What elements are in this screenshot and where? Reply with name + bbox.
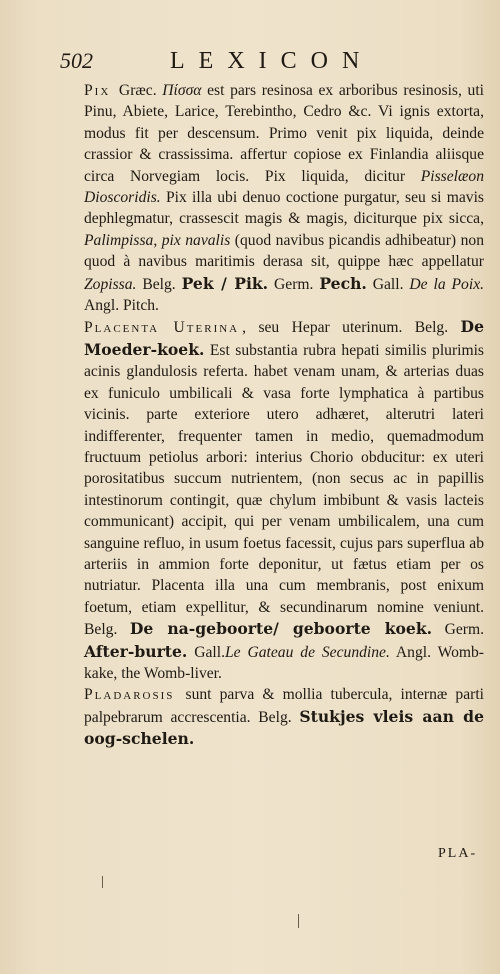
entry-text: Angl. Pitch. (84, 297, 159, 315)
dutch-term: Pek / Pik. (181, 273, 269, 293)
entry-pladarosis (84, 684, 484, 750)
entry-text: Græc. (113, 82, 163, 99)
dutch-term: De Moeder-koek. (84, 317, 484, 359)
page-header (60, 48, 472, 76)
entry-text: (quod navibus picandis adhibeatur) non quod à navibus maritimis derasa sit, quippe hæc appellatur (84, 231, 484, 271)
entry-text: Germ. (268, 275, 320, 293)
headword: Pix (84, 82, 111, 99)
lexicon-text (84, 80, 484, 751)
entry-text: Pix illa ubi denuo coctione purgatur, seu si mavis dephlegmatur, crassescit magis & magis, diciturque pix sicca, (84, 189, 484, 228)
italic-term: Palimpissa (84, 231, 154, 249)
entry-text: Germ. (432, 621, 484, 639)
entry-text: est pars resinosa ex arboribus resinosis, uti Pinu, Abiete, Larice, Terebintho, Cedro &c. Vi ignis extorta, modus fit per descensum. Primo venit pix liquida, deinde crassior & crassissima. affertur copiose ex Finlandia aliisque circa Norvegiam locis. Pix liquida, dicitur (84, 82, 484, 185)
entry-pix (84, 80, 484, 316)
headword: Pladarosis (84, 686, 175, 704)
french-term: Le Gateau de Secundine. (225, 643, 390, 661)
running-head: LEXICON (170, 48, 374, 74)
entry-text: Angl. Womb-kake, the Womb-liver. (84, 643, 484, 682)
german-term: After-burte. (84, 641, 188, 661)
entry-text: Gall. (187, 643, 225, 661)
italic-term: Zopissa. (84, 275, 137, 293)
entry-text: , (153, 231, 162, 249)
entry-text: , seu Hepar uterinum. Belg. (242, 319, 461, 337)
entry-text: sunt parva & mollia tubercula, internæ parti palpebrarum accrescentia. Belg. (84, 686, 484, 726)
entry-text: Est substantia rubra hepati similis plurimis acinis glandulosis referta. habet venam unam, & arterias duas ex funiculo umbilicali & vasa forte lymphatica à partibus vicinis. parte exteriore utero adhæret, alterutri lateri indifferenter, frequenter tamen in medio, quemadmodum fructuum petiolus arbori: interius Chorio obducitur: ex uteri porositatibus succum nutrientem, (non secus ac in papillis intestinorum contingit, quæ chylum imbibunt & vasis lacteis communicant) accipit, qui per venam umbilicalem, una cum sanguine refluo, in usum foetus facessit, cujus pars superflua ab arteriis in ammion forte deponitur, ut fætus etiam per os nutriatur. Placenta illa una cum membranis, post enixum foetum, etiam expellitur, & secundinarum nomine veniunt. Belg. (84, 341, 484, 639)
french-term: De la Poix. (409, 275, 485, 293)
page-number: 502 (60, 48, 93, 73)
german-term: Pech. (319, 273, 367, 293)
paper-mark (102, 876, 103, 888)
headword: Placenta Uterina (84, 319, 240, 337)
italic-term: Pisselæon Dioscoridis. (84, 167, 484, 207)
dutch-term: Stukjes vleis aan de oog-schelen. (84, 706, 485, 749)
italic-term: pix navalis (161, 231, 231, 249)
dutch-term: De na-geboorte/ geboorte koek. (129, 619, 433, 639)
entry-placenta-uterina (84, 316, 484, 684)
greek-term: Πίσσα (162, 82, 202, 99)
catchword: PLA- (438, 846, 478, 861)
entry-text: Belg. (136, 275, 182, 293)
entry-text: Gall. (366, 275, 410, 293)
paper-mark (298, 914, 299, 928)
